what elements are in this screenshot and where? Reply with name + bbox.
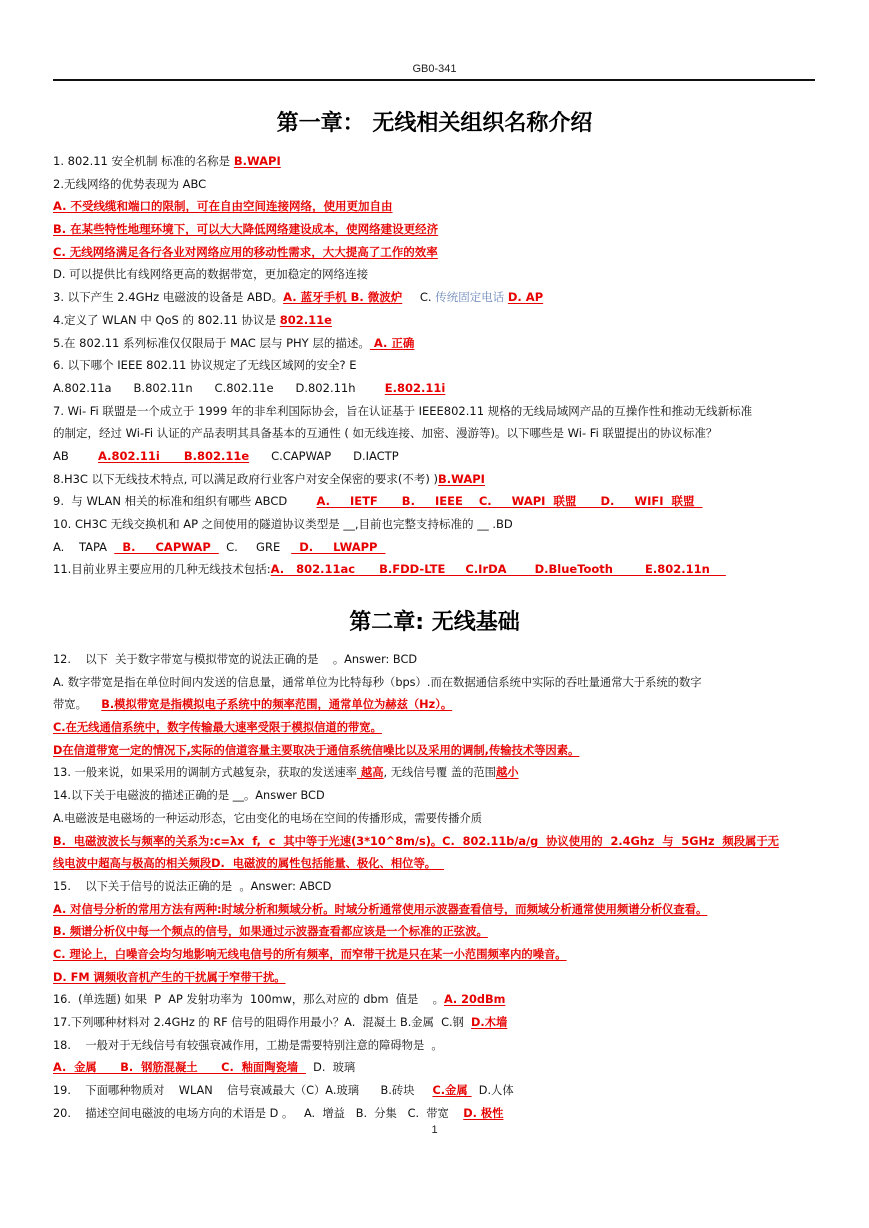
page-number: 1 bbox=[431, 1124, 438, 1136]
chapter-1-questions bbox=[53, 150, 816, 581]
question-12: 12. 以下 关于数字带宽与模拟带宽的说法正确的是 。Answer: BCD bbox=[53, 653, 418, 666]
answer: A. 蓝牙手机 B. 微波炉 bbox=[283, 290, 403, 305]
header-rule bbox=[53, 79, 815, 81]
answer: A. 20dBm bbox=[443, 993, 506, 1007]
answer: B. CAPWAP bbox=[114, 539, 219, 554]
answer: D.木墙 bbox=[471, 1016, 508, 1029]
option-2a: A. 不受线缆和端口的限制，可在自由空间连接网络，使用更加自由 bbox=[53, 199, 393, 214]
option-14a: A.电磁波是电磁场的一种运动形态，它由变化的电场在空间的传播形成，需要传播介质 bbox=[53, 811, 483, 825]
question-3: 3. 以下产生 2.4GHz 电磁波的设备是 ABD。A. 蓝牙手机 B. 微波炉 C. 传统固定电话 D. AP bbox=[53, 290, 544, 305]
answer: 越高 bbox=[356, 766, 384, 780]
question-7-line-2: 的制定，经过 Wi-Fi 认证的产品表明其具备基本的互通性 ( 如无线连接、加密、漫游等)。以下哪些是 Wi- Fi 联盟提出的协议标准？ bbox=[53, 426, 718, 441]
answer: 802.11e bbox=[279, 312, 332, 327]
option-12a-line-1: A. 数字带宽是指在单位时间内发送的信息量，通常单位为比特每秒（bps）.而在数据通信系统中实际的吞吐量通常大于系统的数字 bbox=[53, 675, 702, 689]
question-10: 10. CH3C 无线交换机和 AP 之间使用的隧道协议类型是 __,目前也完整支持标准的 __ .BD bbox=[53, 517, 513, 531]
chapter-2-title: 第二章: 无线基础 bbox=[349, 610, 520, 635]
option-12d: D在信道带宽一定的情况下,实际的信道容量主要取决于通信系统信噪比以及采用的调制,传输技术等因素。 bbox=[53, 743, 580, 757]
answer: A. IETF B. IEEE C. WAPI 联盟 D. WIFI 联盟 bbox=[316, 494, 703, 509]
option-2c: C. 无线网络满足各行各业对网络应用的移动性需求，大大提高了工作的效率 bbox=[53, 244, 438, 259]
question-10-options: A. TAPA B. CAPWAP C. GRE D. LWAPP bbox=[53, 539, 386, 554]
question-19: 19. 下面哪种物质对 WLAN 信号衰减最大（C）A.玻璃 B.砖块 C.金属 D.人体 bbox=[53, 1084, 514, 1098]
answer: D. AP bbox=[507, 290, 544, 305]
question-11: 11.目前业界主要应用的几种无线技术包括:A. 802.11ac B.FDD-LTE C.IrDA D.BlueTooth E.802.11n bbox=[53, 562, 726, 577]
option-12a-line-2: 带宽。 B.模拟带宽是指模拟电子系统中的频率范围，通常单位为赫兹（Hz）。 bbox=[53, 698, 453, 712]
question-6-options: A.802.11a B.802.11n C.802.11e D.802.11h E.802.11i bbox=[53, 380, 446, 395]
question-1: 1. 802.11 安全机制 标准的名称是 B.WAPI bbox=[53, 154, 281, 168]
question-7-line-1: 7. Wi- Fi 联盟是一个成立于 1999 年的非牟利国际协会，旨在认证基于 IEEE802.11 规格的无线局域网产品的互操作性和推动无线新标准 bbox=[53, 403, 753, 418]
option-15b: B. 频谱分析仪中每一个频点的信号，如果通过示波器查看都应该是一个标准的正弦波。 bbox=[53, 925, 488, 939]
answer: D. LWAPP bbox=[291, 539, 386, 554]
answer: A. 正确 bbox=[369, 335, 415, 350]
question-5: 5.在 802.11 系列标准仅仅限局于 MAC 层与 PHY 层的描述。 A. 正确 bbox=[53, 335, 415, 350]
chapter-2-questions bbox=[53, 649, 816, 1125]
option-15c: C. 理论上，白噪音会均匀地影响无线电信号的所有频率，而窄带干扰是只在某一小范围频率内的噪音。 bbox=[53, 947, 567, 961]
question-20: 20. 描述空间电磁波的电场方向的术语是 D 。 A. 增益 B. 分集 C. 带宽 D. 极性 bbox=[53, 1106, 504, 1120]
question-14: 14.以下关于电磁波的描述正确的是 __。Answer BCD bbox=[53, 789, 325, 803]
option-text-gray: 传统固定电话 bbox=[435, 290, 505, 305]
answer: B.模拟带宽是指模拟电子系统中的频率范围，通常单位为赫兹（Hz）。 bbox=[101, 698, 453, 712]
option-12c: C.在无线通信系统中，数字传输最大速率受限于模拟信道的带宽。 bbox=[53, 721, 382, 735]
answer: B.WAPI bbox=[233, 154, 281, 168]
answer: A.802.11i B.802.11e bbox=[98, 448, 250, 463]
question-8: 8.H3C 以下无线技术特点, 可以满足政府行业客户对安全保密的要求(不考) )B.WAPI bbox=[53, 471, 485, 486]
question-4: 4.定义了 WLAN 中 QoS 的 802.11 协议是 802.11e bbox=[53, 312, 332, 327]
answer: A. 802.11ac B.FDD-LTE C.IrDA D.BlueTooth E.802.11n bbox=[270, 562, 726, 577]
answer: B.WAPI bbox=[438, 471, 485, 486]
question-6: 6. 以下哪个 IEEE 802.11 协议规定了无线区域网的安全? E bbox=[53, 358, 357, 373]
question-13: 13. 一般来说，如果采用的调制方式越复杂，获取的发送速率 越高, 无线信号覆 盖的范围越小 bbox=[53, 766, 519, 780]
chapter-1-title: 第一章： 无线相关组织名称介绍 bbox=[276, 111, 593, 136]
question-16: 16. (单选题) 如果 P AP 发射功率为 100mw，那么对应的 dbm 值是 。A. 20dBm bbox=[53, 993, 506, 1007]
option-14b-line-2: 线电波中超高与极高的相关频段D. 电磁波的属性包括能量、极化、相位等。 bbox=[53, 857, 444, 871]
option-15d: D. FM 调频收音机产生的干扰属于窄带干扰。 bbox=[53, 970, 286, 984]
question-17: 17.下列哪种材料对 2.4GHz 的 RF 信号的阻碍作用最小？A. 混凝土 B.金属 C.钢 D.木墙 bbox=[53, 1016, 508, 1029]
answer: E.802.11i bbox=[384, 380, 446, 395]
answer: 越小 bbox=[495, 766, 519, 780]
option-2d: D. 可以提供比有线网络更高的数据带宽，更加稳定的网络连接 bbox=[53, 267, 369, 282]
question-15: 15. 以下关于信号的说法正确的是 。Answer: ABCD bbox=[53, 879, 332, 893]
question-9: 9. 与 WLAN 相关的标准和组织有哪些 ABCD A. IETF B. IEEE C. WAPI 联盟 D. WIFI 联盟 bbox=[53, 494, 703, 509]
option-14b-line-1: B. 电磁波波长与频率的关系为:c=λx f, c 其中等于光速(3*10^8m/s)。C. 802.11b/a/g 协议使用的 2.4Ghz 与 5GHz 频段属于无 bbox=[53, 834, 779, 848]
question-7-options: AB A.802.11i B.802.11e C.CAPWAP D.IACTP bbox=[53, 448, 399, 463]
answer: A. 金属 B. 钢筋混凝土 C. 釉面陶瓷墙 bbox=[53, 1061, 306, 1075]
question-2: 2.无线网络的优势表现为 ABC bbox=[53, 176, 207, 191]
answer: D. 极性 bbox=[463, 1106, 504, 1120]
option-15a: A. 对信号分析的常用方法有两种:时域分析和频域分析。时域分析通常使用示波器查看信号，而频域分析通常使用频谱分析仪查看。 bbox=[53, 902, 708, 916]
option-2b: B. 在某些特性地理环境下，可以大大降低网络建设成本，使网络建设更经济 bbox=[53, 222, 439, 237]
question-18-options: A. 金属 B. 钢筋混凝土 C. 釉面陶瓷墙 D. 玻璃 bbox=[53, 1061, 356, 1075]
document-header-code: GB0-341 bbox=[412, 63, 457, 75]
question-18: 18. 一般对于无线信号有较强衰减作用，工勘是需要特别注意的障碍物是 。 bbox=[53, 1038, 443, 1052]
answer: C.金属 bbox=[432, 1084, 472, 1098]
